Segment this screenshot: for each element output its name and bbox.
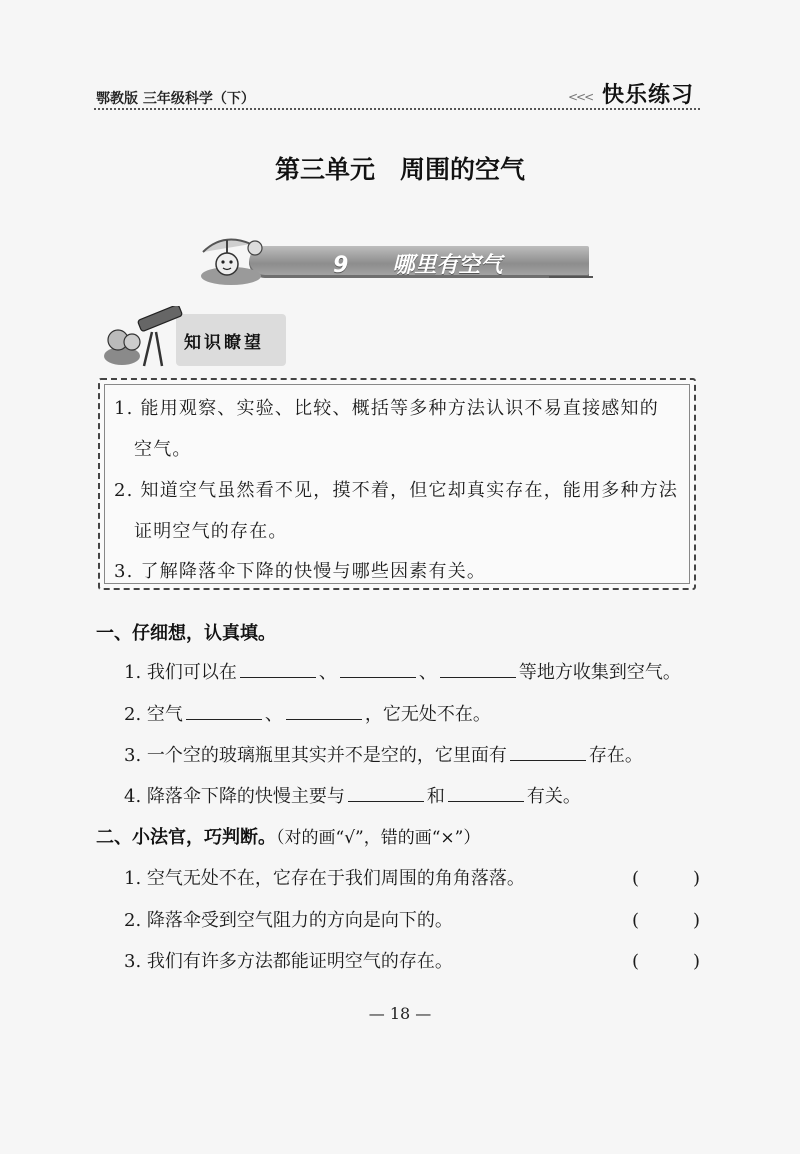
answer-parentheses[interactable]: ( ) — [632, 868, 701, 889]
knowledge-box — [98, 378, 696, 590]
answer-blank[interactable] — [448, 783, 524, 802]
lesson-banner — [193, 230, 603, 288]
answer-parentheses[interactable]: ( ) — [632, 951, 701, 972]
answer-blank[interactable] — [510, 742, 586, 761]
fill-question-2 — [124, 700, 491, 726]
fill-question-4 — [124, 782, 581, 808]
answer-parentheses[interactable]: ( ) — [632, 910, 701, 931]
question-text: 1. 我们可以在 — [124, 662, 237, 683]
knowledge-line: 证明空气的存在。 — [134, 521, 288, 542]
question-text: ，它无处不在。 — [364, 704, 491, 725]
lesson-name: 哪里有空气 — [392, 253, 503, 278]
question-text: 3. 一个空的玻璃瓶里其实并不是空的，它里面有 — [124, 745, 507, 766]
knowledge-label: 知识瞭望 — [184, 333, 264, 353]
answer-blank[interactable] — [286, 701, 362, 720]
knowledge-line: 空气。 — [134, 439, 192, 460]
fill-question-1 — [124, 658, 681, 684]
knowledge-line: 2. 知道空气虽然看不见，摸不着，但它却真实存在，能用多种方法 — [114, 480, 679, 501]
telescope-icon — [100, 306, 190, 370]
mascot-umbrella-icon — [193, 230, 273, 288]
banner-underline — [549, 276, 593, 278]
knowledge-line: 1. 能用观察、实验、比较、概括等多种方法认识不易直接感知的 — [114, 398, 659, 419]
separator: 、 — [318, 662, 337, 683]
answer-blank[interactable] — [240, 659, 316, 678]
section-judge-heading — [96, 823, 480, 849]
judge-question-2: 2. 降落伞受到空气阻力的方向是向下的。 — [124, 910, 453, 931]
question-text: 4. 降落伞下降的快慢主要与 — [124, 786, 345, 807]
lesson-title — [333, 248, 502, 279]
answer-blank[interactable] — [440, 659, 516, 678]
judge-question-1: 1. 空气无处不在，它存在于我们周围的角角落落。 — [124, 868, 525, 889]
question-text: 等地方收集到空气。 — [518, 662, 681, 683]
question-text: 存在。 — [588, 745, 643, 766]
question-text: 有关。 — [526, 786, 581, 807]
series-title: 快乐练习 — [602, 83, 695, 108]
section-fill-heading: 一、仔细想，认真填。 — [96, 623, 276, 644]
judge-question-3: 3. 我们有许多方法都能证明空气的存在。 — [124, 951, 453, 972]
header-divider — [94, 108, 700, 110]
lesson-number: 9 — [333, 253, 349, 278]
unit-title: 第三单元 周围的空气 — [274, 155, 525, 184]
answer-blank[interactable] — [186, 701, 262, 720]
separator: 、 — [418, 662, 437, 683]
series-badge — [568, 76, 700, 108]
separator: 、 — [264, 704, 283, 725]
answer-blank[interactable] — [348, 783, 424, 802]
book-edition-label: 鄂教版 三年级科学（下） — [96, 91, 255, 107]
section-judge-title: 二、小法官，巧判断。 — [96, 827, 276, 848]
knowledge-line: 3. 了解降落伞下降的快慢与哪些因素有关。 — [114, 561, 487, 582]
page-number: — 18 — — [368, 1004, 432, 1023]
question-text: 2. 空气 — [124, 704, 183, 725]
question-text: 和 — [426, 786, 445, 807]
fill-question-3 — [124, 741, 643, 767]
section-judge-instruction: （对的画“√”，错的画“×”） — [276, 828, 481, 848]
answer-blank[interactable] — [340, 659, 416, 678]
chevron-left-icon: <<< — [568, 90, 593, 104]
